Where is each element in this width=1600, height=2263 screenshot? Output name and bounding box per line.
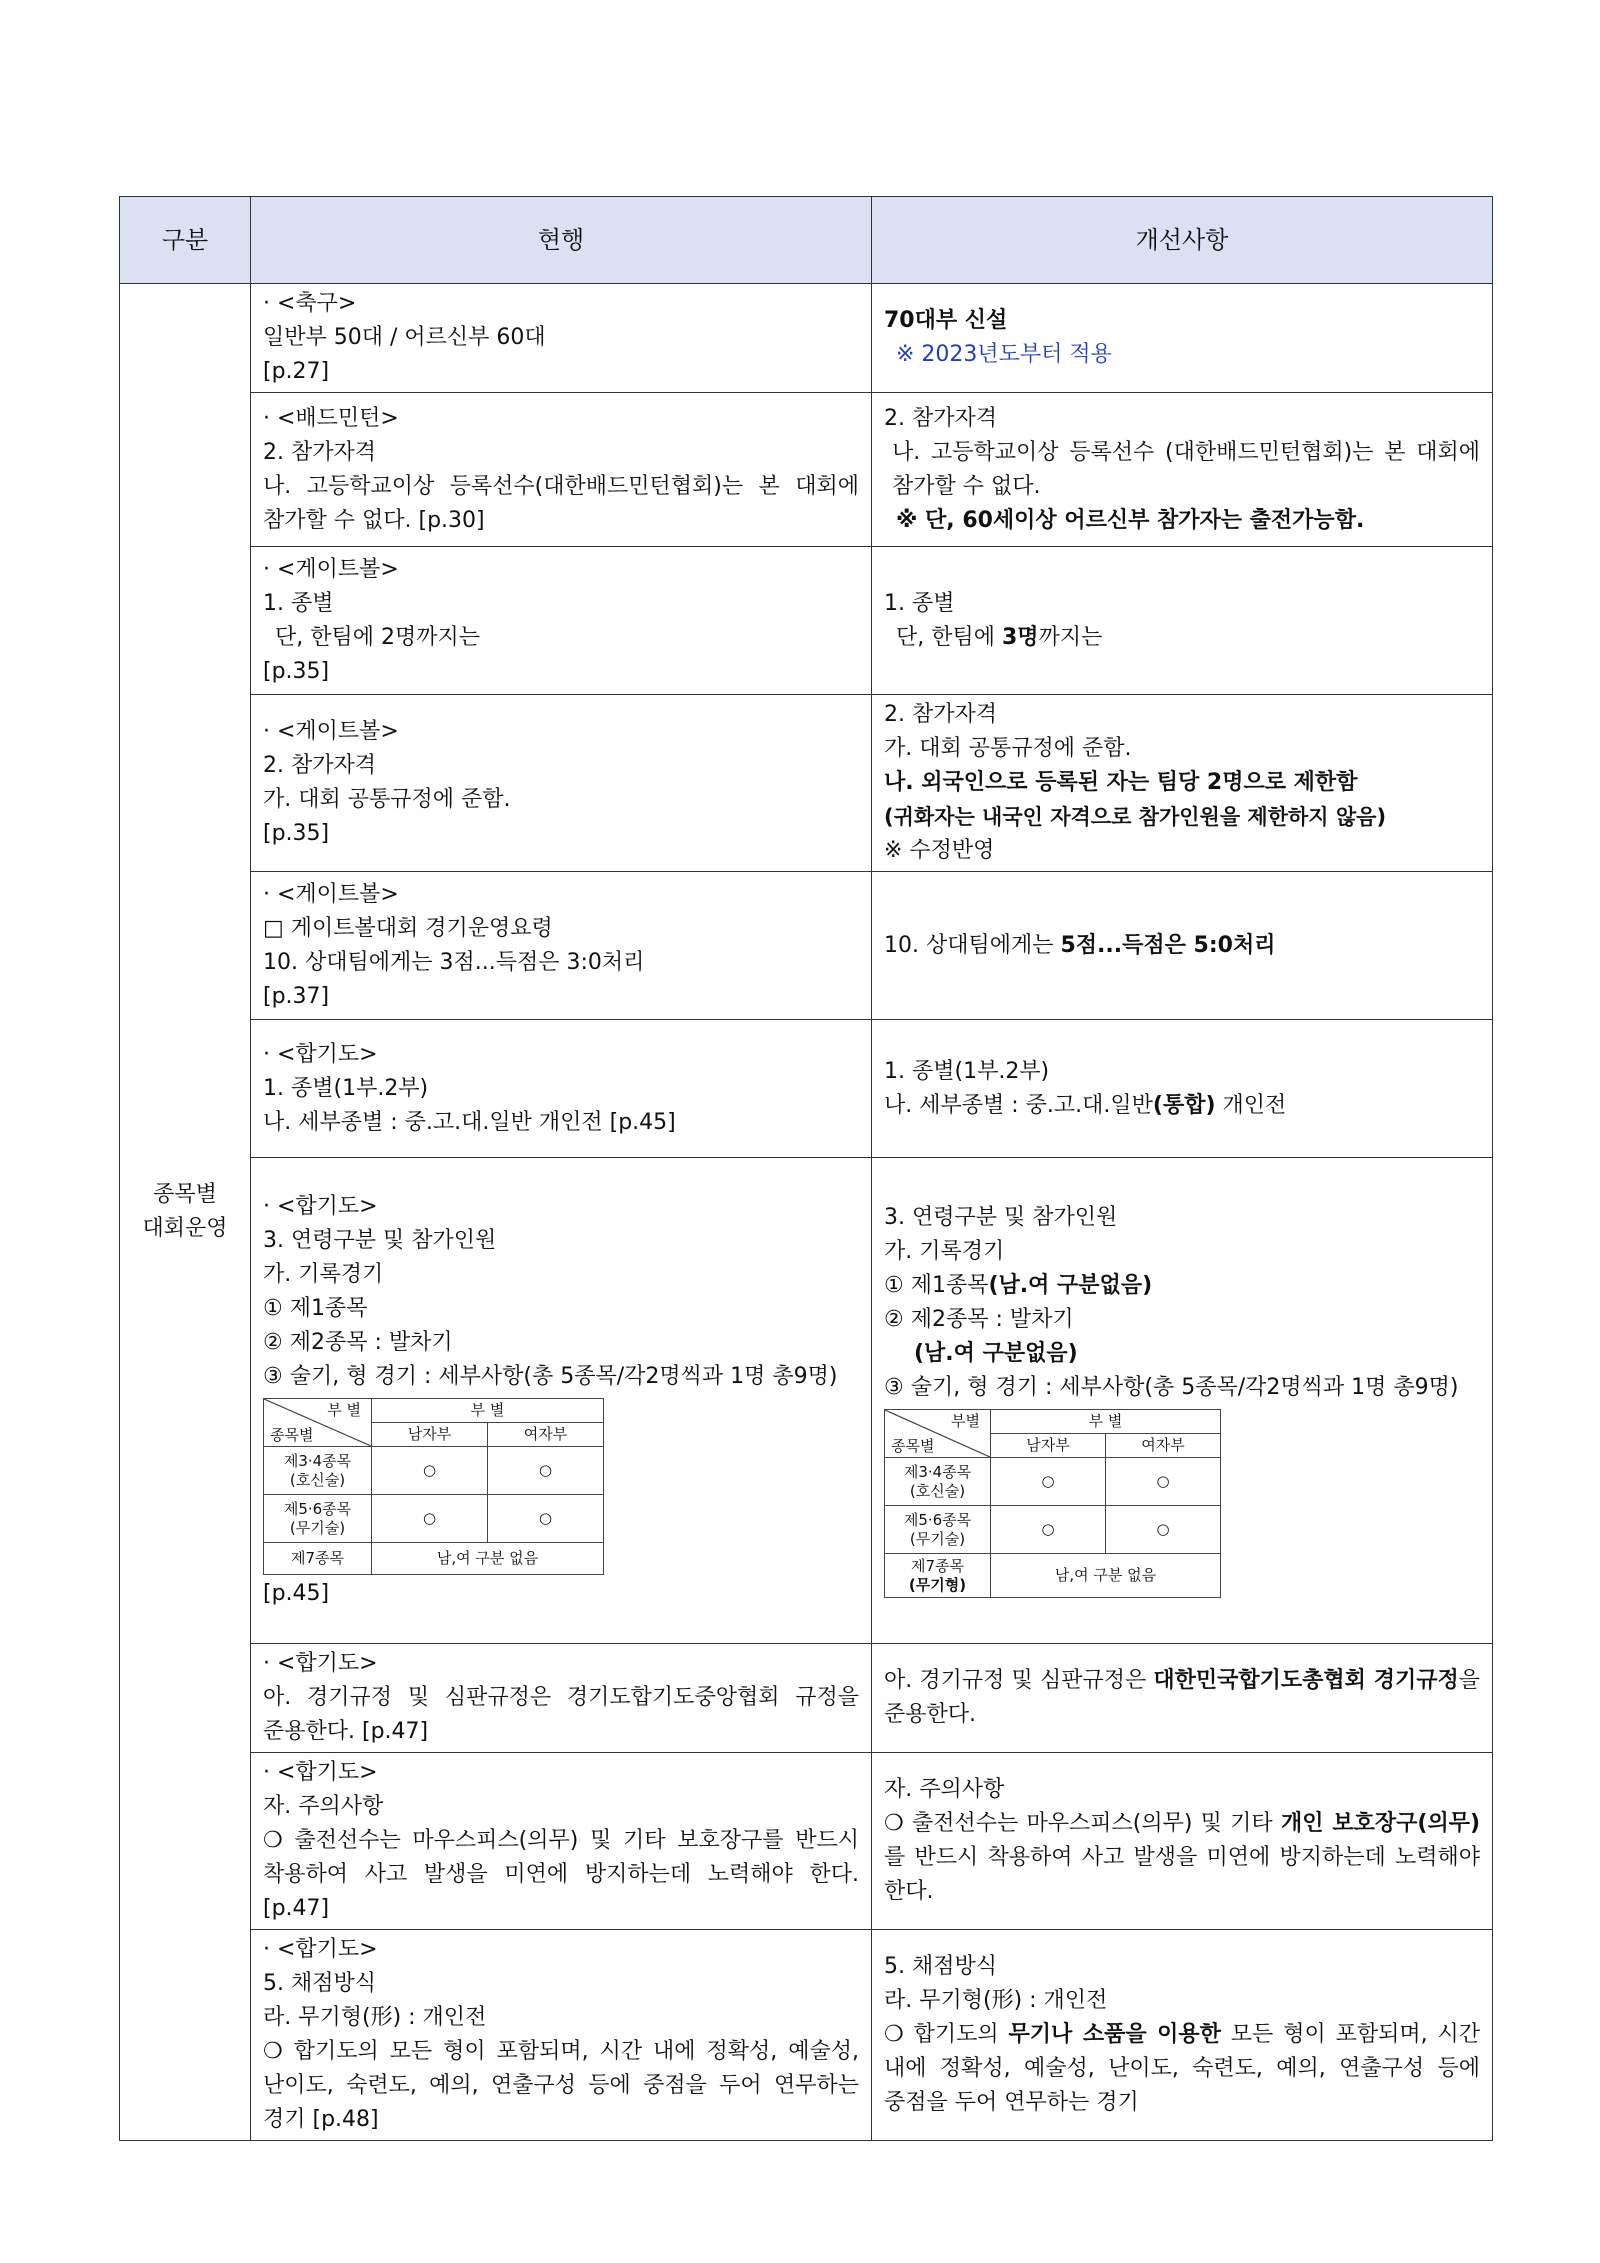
text-line xyxy=(884,2018,1487,2120)
improved-cell xyxy=(872,695,1493,872)
text-line: 가. 대회 공통규정에 준함. xyxy=(884,736,1132,761)
subtable-row xyxy=(885,1554,1221,1598)
text-fragment: 나. 세부종별 : 중.고.대.일반 xyxy=(884,1092,1153,1118)
event-label: 제5·6종목 (무기술) xyxy=(264,1495,372,1543)
text-fragment-bold: 개인 보호장구(의무) xyxy=(1280,1811,1480,1836)
text-line xyxy=(884,621,1480,655)
text-line: 1. 종별 xyxy=(884,590,955,616)
text-line: · <합기도> xyxy=(263,1760,378,1785)
current-cell xyxy=(251,872,872,1020)
header-row xyxy=(120,197,1493,284)
text-fragment-bold: 3명 xyxy=(1002,624,1039,650)
text-line: 1. 종별(1부.2부) xyxy=(263,1075,429,1101)
table-row xyxy=(120,1020,1493,1158)
text-line: [p.27] xyxy=(263,359,330,384)
text-fragment-bold: 대한민국합기도총협회 경기규정 xyxy=(1153,1668,1459,1693)
event-label-line: 제7종목 xyxy=(910,1556,964,1575)
improved-cell xyxy=(872,1644,1493,1753)
division-subtable xyxy=(884,1409,1221,1598)
table-row xyxy=(120,1930,1493,2141)
table-row xyxy=(120,1158,1493,1644)
text-line xyxy=(884,1807,1487,1909)
text-line: · <게이트볼> xyxy=(263,881,399,907)
text-line: 2. 참가자격 xyxy=(884,702,997,727)
text-line: ❍ 출전선수는 마우스피스(의무) 및 기타 보호장구를 반드시 착용하여 사고 발생을 미연에 방지하는데 노력해야 한다. [p.47] xyxy=(263,1828,866,1921)
text-fragment-bold: (남.여 구분없음) xyxy=(988,1273,1153,1298)
improved-cell xyxy=(872,393,1493,547)
text-line: 단, 한팀에 2명까지는 xyxy=(275,624,480,650)
text-line: ③ 술기, 형 경기 : 세부사항(총 5종목/각2명씩과 1명 총9명) xyxy=(263,1364,838,1389)
current-cell xyxy=(251,1753,872,1930)
header-current: 현행 xyxy=(251,197,872,284)
text-line: [p.35] xyxy=(263,658,330,684)
text-line: 나. 고등학교이상 등록선수 (대한배드민턴협회)는 본 대회에 참가할 수 없다. xyxy=(892,439,1487,499)
current-cell xyxy=(251,547,872,695)
text-line: · <합기도> xyxy=(263,1194,378,1219)
diag-bottom-label: 종목별 xyxy=(270,1426,314,1444)
text-line: 자. 주의사항 xyxy=(884,1777,1005,1802)
female-header: 여자부 xyxy=(1106,1434,1221,1458)
text-fragment: ❍ 합기도의 xyxy=(884,2022,1009,2047)
header-improved: 개선사항 xyxy=(872,197,1493,284)
improved-cell xyxy=(872,1158,1493,1644)
text-fragment: 모든 형이 포함되며, 시간 내에 정확성, 예술성, 난이도, 숙련도, 예의, 연출구성 등에 중점을 두어 연무하는 경기 xyxy=(884,2022,1487,2115)
text-line: 1. 종별(1부.2부) xyxy=(884,1058,1050,1084)
text-line: · <게이트볼> xyxy=(263,719,399,744)
current-cell xyxy=(251,1930,872,2141)
subtable-row xyxy=(264,1399,604,1423)
circle-mark: ○ xyxy=(488,1495,604,1543)
text-line: [p.45] xyxy=(263,1581,330,1606)
text-line xyxy=(884,1089,1480,1123)
diag-bottom-label: 종목별 xyxy=(891,1437,935,1455)
text-fragment: 단, 한팀에 xyxy=(896,624,1002,650)
text-line: 가. 기록경기 xyxy=(884,1239,1005,1264)
no-split-label: 남,여 구분 없음 xyxy=(991,1554,1221,1598)
table-row xyxy=(120,284,1493,393)
text-line: 아. 경기규정 및 심판규정은 경기도합기도중앙협회 규정을 준용한다. [p.47] xyxy=(263,1685,866,1744)
table-row xyxy=(120,393,1493,547)
current-cell xyxy=(251,1158,872,1644)
text-line: ※ 수정반영 xyxy=(884,838,995,863)
table-row xyxy=(120,1644,1493,1753)
text-fragment: ① 제1종목 xyxy=(884,1273,989,1298)
diag-top-label: 부별 xyxy=(951,1412,980,1430)
subtable-row xyxy=(885,1410,1221,1434)
text-line: (귀화자는 내국인 자격으로 참가인원을 제한하지 않음) xyxy=(884,805,1387,829)
improved-cell xyxy=(872,1930,1493,2141)
diag-top-label: 부 별 xyxy=(327,1401,361,1419)
diagonal-header-cell xyxy=(885,1410,991,1458)
header-category: 구분 xyxy=(120,197,251,284)
text-line: · <배드민턴> xyxy=(263,405,399,431)
event-label-line-bold: (무기형) xyxy=(908,1575,967,1594)
text-line: 자. 주의사항 xyxy=(263,1794,384,1819)
text-line: 라. 무기형(形) : 개인전 xyxy=(263,2005,487,2030)
circle-mark: ○ xyxy=(488,1447,604,1495)
current-cell xyxy=(251,284,872,393)
current-cell xyxy=(251,695,872,872)
text-line: 3. 연령구분 및 참가인원 xyxy=(884,1205,1118,1230)
text-line: (남.여 구분없음) xyxy=(914,1341,1078,1366)
text-line: ③ 술기, 형 경기 : 세부사항(총 5종목/각2명씩과 1명 총9명) xyxy=(884,1375,1459,1400)
event-label: 제5·6종목 (무기술) xyxy=(885,1506,991,1554)
category-cell xyxy=(120,284,251,2141)
text-line: 10. 상대팀에게는 3점...득점은 3:0처리 xyxy=(263,949,645,975)
text-line: 일반부 50대 / 어르신부 60대 xyxy=(263,325,546,350)
text-line: · <축구> xyxy=(263,291,357,316)
text-line: ② 제2종목 : 발차기 xyxy=(263,1330,453,1355)
current-cell xyxy=(251,393,872,547)
text-line xyxy=(884,929,1480,963)
text-line: ※ 단, 60세이상 어르신부 참가자는 출전가능함. xyxy=(896,507,1365,533)
text-fragment: 을 준용한다. xyxy=(884,1668,1487,1727)
text-line: ❍ 합기도의 모든 형이 포함되며, 시간 내에 정확성, 예술성, 난이도, 숙련도, 예의, 연출구성 등에 중점을 두어 연무하는 경기 [p.48] xyxy=(263,2039,866,2132)
category-line: 대회운영 xyxy=(142,1216,228,1241)
improved-cell xyxy=(872,872,1493,1020)
circle-mark: ○ xyxy=(372,1447,488,1495)
text-line: 나. 세부종별 : 중.고.대.일반 개인전 [p.45] xyxy=(263,1109,676,1135)
event-label: 제7종목 xyxy=(264,1543,372,1575)
event-label: 제3·4종목 (호신술) xyxy=(264,1447,372,1495)
text-line: 나. 고등학교이상 등록선수(대한배드민턴협회)는 본 대회에 참가할 수 없다. [p.30] xyxy=(263,473,866,533)
text-line: · <합기도> xyxy=(263,1937,378,1962)
text-line: 2. 참가자격 xyxy=(884,405,997,431)
group-header: 부 별 xyxy=(372,1399,604,1423)
circle-mark: ○ xyxy=(1106,1506,1221,1554)
text-line: 2. 참가자격 xyxy=(263,439,376,465)
text-fragment-bold: (통합) xyxy=(1152,1092,1216,1118)
circle-mark: ○ xyxy=(991,1458,1106,1506)
text-fragment: 개인전 xyxy=(1215,1092,1287,1118)
text-fragment: 를 반드시 착용하여 사고 발생을 미연에 방지하는데 노력해야 한다. xyxy=(884,1845,1487,1904)
subtable-row xyxy=(885,1458,1221,1506)
event-label xyxy=(885,1554,991,1598)
diagonal-header-cell xyxy=(264,1399,372,1447)
text-line: [p.35] xyxy=(263,821,330,846)
text-line: □ 게이트볼대회 경기운영요령 xyxy=(263,915,553,941)
table-row xyxy=(120,1753,1493,1930)
table-row xyxy=(120,695,1493,872)
text-fragment-bold: 무기나 소품을 이용한 xyxy=(1008,2022,1221,2047)
current-cell xyxy=(251,1020,872,1158)
text-line: · <합기도> xyxy=(263,1651,378,1676)
text-line: 나. 외국인으로 등록된 자는 팀당 2명으로 제한함 xyxy=(884,770,1358,795)
text-line: 5. 채점방식 xyxy=(263,1971,376,1996)
text-line: · <게이트볼> xyxy=(263,556,399,582)
text-fragment-bold: 5점...득점은 5:0처리 xyxy=(1060,932,1276,958)
text-line: ① 제1종목 xyxy=(263,1296,368,1321)
event-label: 제3·4종목 (호신술) xyxy=(885,1458,991,1506)
text-line: [p.37] xyxy=(263,983,330,1009)
text-line: 2. 참가자격 xyxy=(263,753,376,778)
text-line xyxy=(884,1664,1487,1732)
group-header: 부 별 xyxy=(991,1410,1221,1434)
table-row xyxy=(120,872,1493,1020)
no-split-label: 남,여 구분 없음 xyxy=(372,1543,604,1575)
category-line: 종목별 xyxy=(153,1182,217,1207)
improved-cell xyxy=(872,1753,1493,1930)
text-line: 3. 연령구분 및 참가인원 xyxy=(263,1228,497,1253)
text-line: ② 제2종목 : 발차기 xyxy=(884,1307,1074,1332)
subtable-row xyxy=(264,1543,604,1575)
text-line: · <합기도> xyxy=(263,1041,378,1067)
circle-mark: ○ xyxy=(991,1506,1106,1554)
text-fragment: ❍ 출전선수는 마우스피스(의무) 및 기타 xyxy=(884,1811,1281,1836)
text-fragment: 아. 경기규정 및 심판규정은 xyxy=(884,1668,1154,1693)
circle-mark: ○ xyxy=(372,1495,488,1543)
text-line: 가. 기록경기 xyxy=(263,1262,384,1287)
improved-cell xyxy=(872,1020,1493,1158)
subtable-row xyxy=(264,1495,604,1543)
text-line: 1. 종별 xyxy=(263,590,334,616)
subtable-row xyxy=(885,1506,1221,1554)
circle-mark: ○ xyxy=(1106,1458,1221,1506)
male-header: 남자부 xyxy=(991,1434,1106,1458)
text-line: 70대부 신설 xyxy=(884,308,1008,333)
current-cell xyxy=(251,1644,872,1753)
comparison-table xyxy=(119,196,1493,2141)
text-fragment: 까지는 xyxy=(1038,624,1103,650)
improved-cell xyxy=(872,547,1493,695)
female-header: 여자부 xyxy=(488,1423,604,1447)
text-line: 라. 무기형(形) : 개인전 xyxy=(884,1988,1108,2013)
text-line xyxy=(884,1269,1480,1303)
male-header: 남자부 xyxy=(372,1423,488,1447)
subtable-row xyxy=(264,1447,604,1495)
text-line: 5. 채점방식 xyxy=(884,1954,997,1979)
division-subtable xyxy=(263,1398,604,1575)
text-fragment: 10. 상대팀에게는 xyxy=(884,932,1061,958)
text-line: ※ 2023년도부터 적용 xyxy=(896,342,1112,367)
text-line: 가. 대회 공통규정에 준함. xyxy=(263,787,511,812)
improved-cell xyxy=(872,284,1493,393)
table-row xyxy=(120,547,1493,695)
